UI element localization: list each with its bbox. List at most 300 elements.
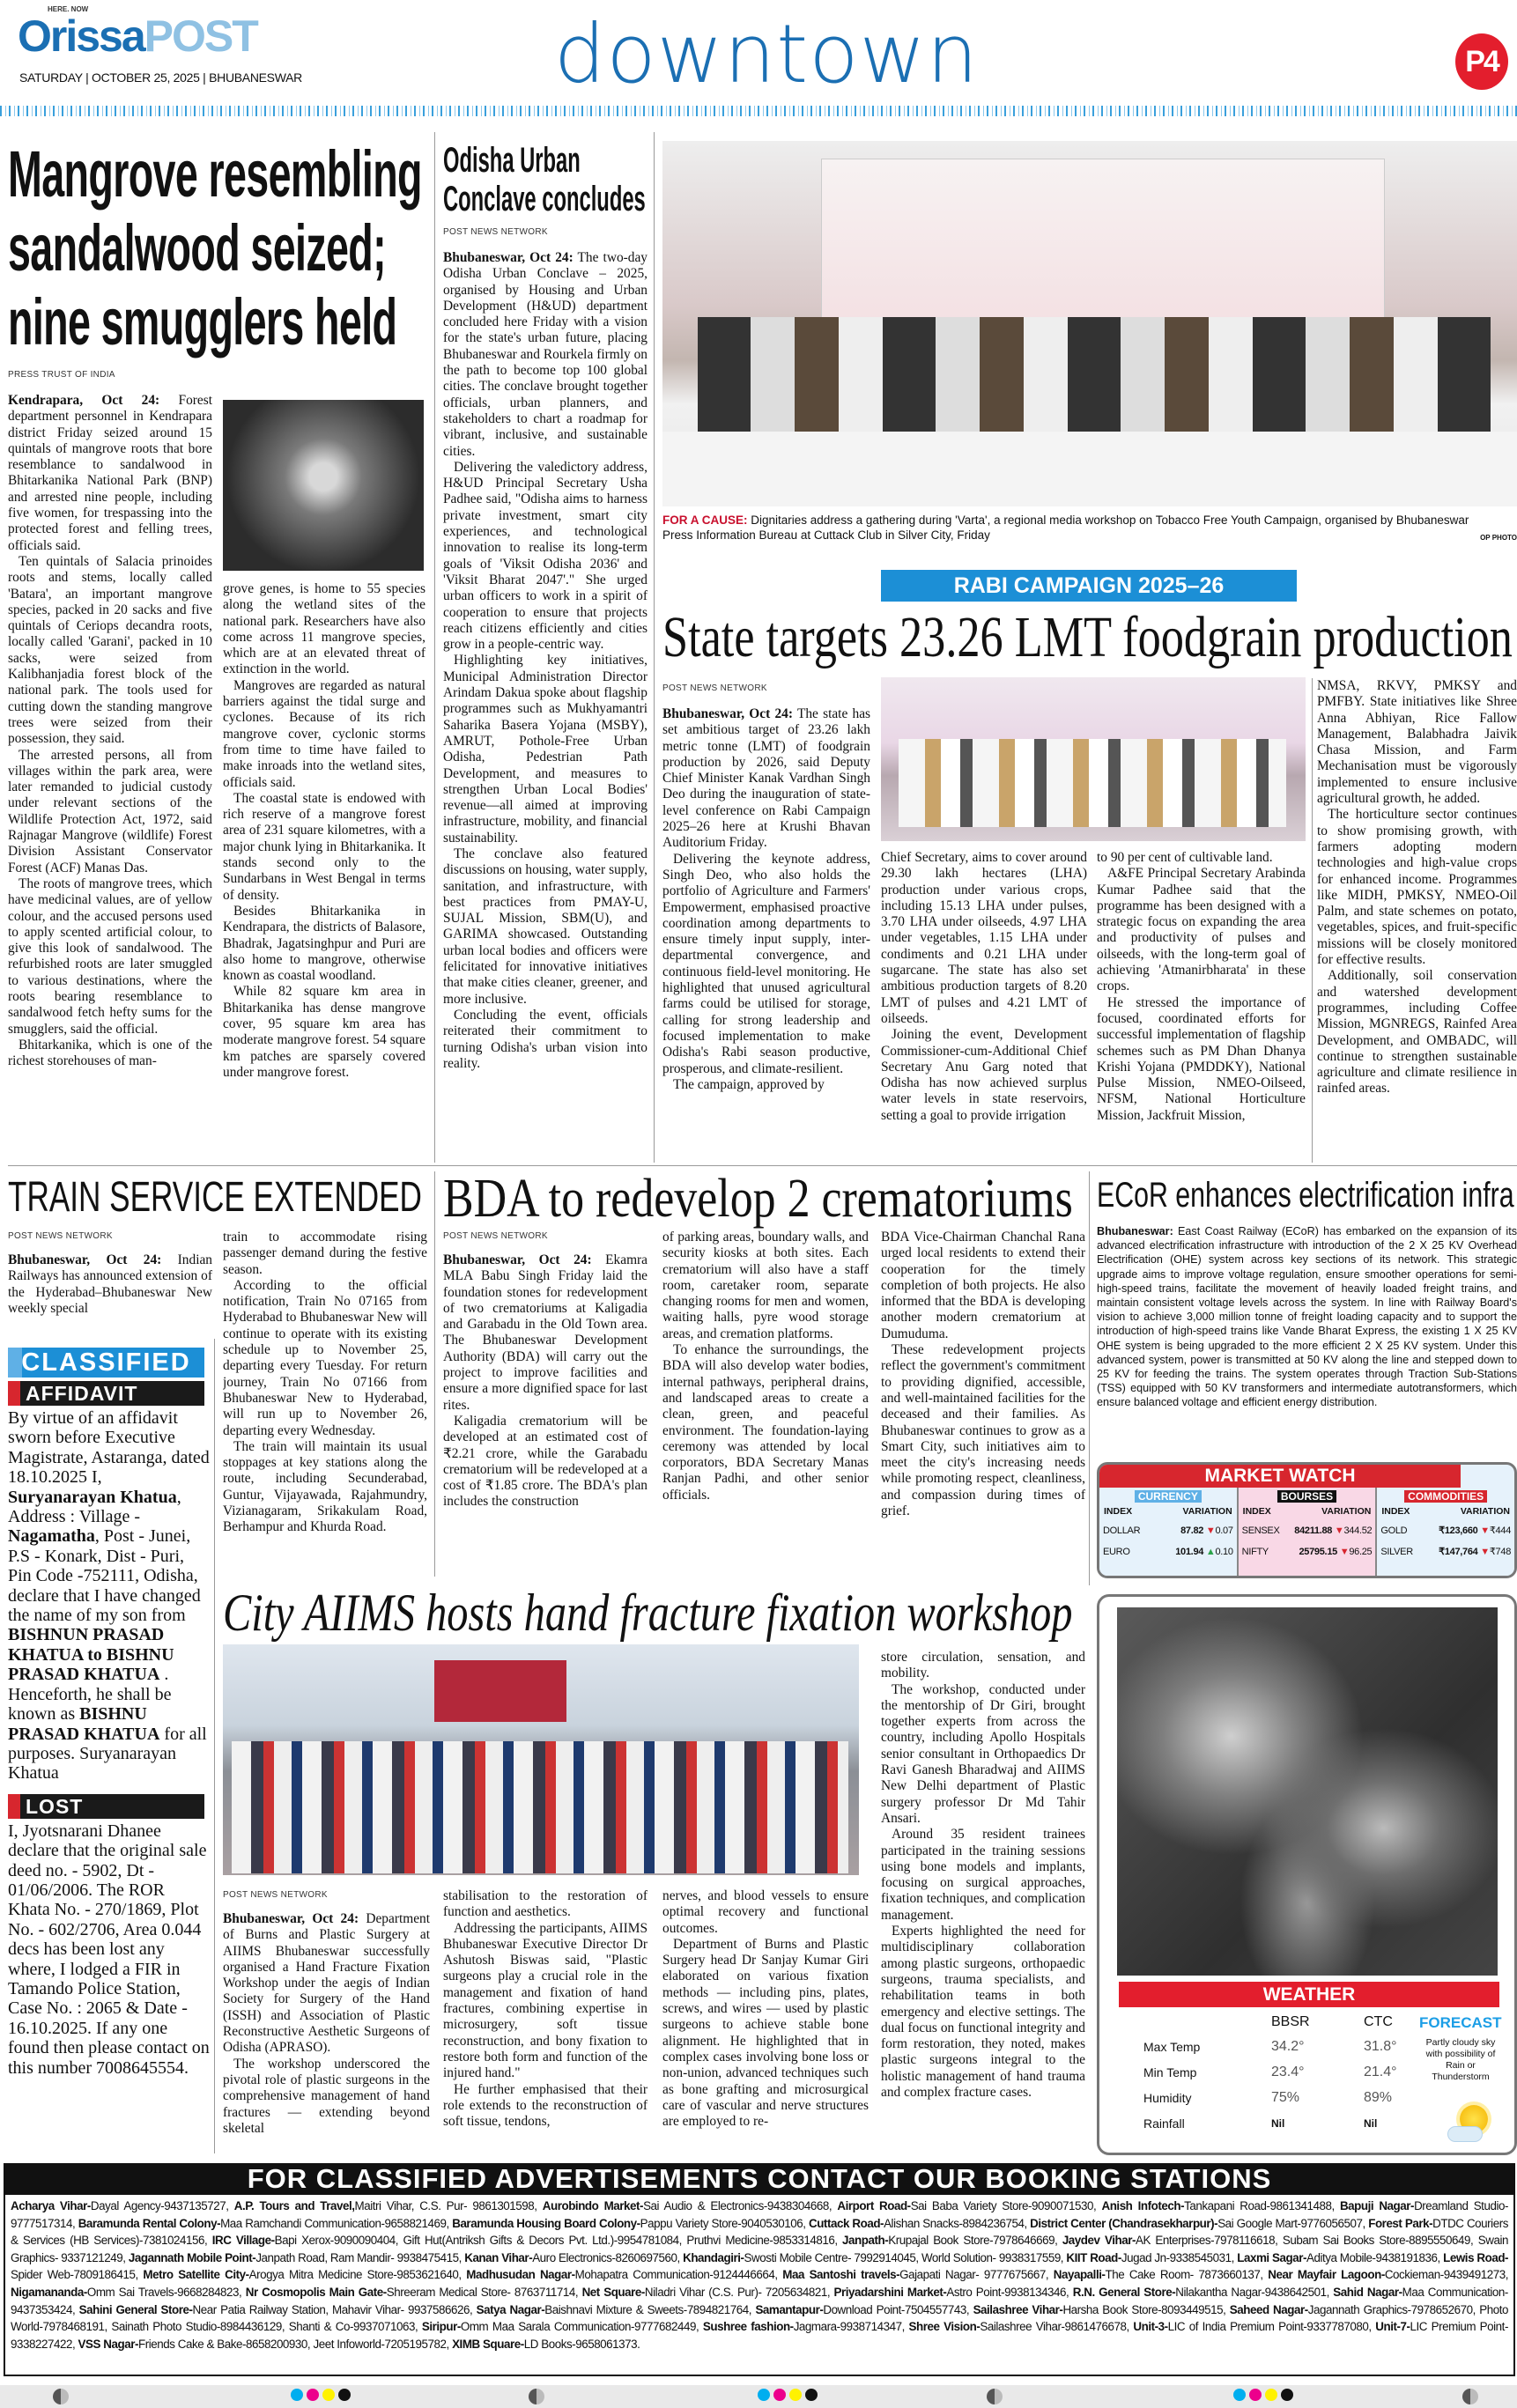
- booking-station-name: Madhusudan Nagar-: [466, 2268, 575, 2282]
- emphasis-text: BISHNUN PRASAD KHATUA to BISHNU PRASAD KHATUA: [8, 1625, 174, 1685]
- affidavit-banner: [8, 1381, 204, 1406]
- booking-station-detail: Maitri Vihar, C.S. Pur- 9861301598,: [354, 2199, 537, 2212]
- booking-station-detail: Niladri Vihar (C.S. Pur)- 7205634821,: [644, 2285, 831, 2299]
- booking-station-detail: Baishnavi Mixture & Sweets-7894821764,: [544, 2302, 752, 2316]
- market-row: [1242, 1525, 1373, 1537]
- headline-foodgrain: State targets 23.26 LMT foodgrain production: [662, 605, 1513, 669]
- booking-station-name: Acharya Vihar-: [11, 2199, 91, 2212]
- paragraph-text: East Coast Railway (ECoR) has embarked on the expansion of its advanced electrification infrastructure with introduction of the 2 X 25 KV Overhead Electrification (OHE) system across key sections of its network. This strategic upgrade aims to improve voltage regulation, ensure smoother operations for semi-high-speed trains, facilitate the movement of heavily loaded freight trains, and maintain consistent voltage levels across the system. In line with Railway Board's vision to achieve 3,000 million tonne of freight loading capacity and to support the introduction of high-speed trains like Vande Bharat Express, the existing 1 X 25 KV OHE system is being upgraded to the more efficient 2 X 25 KV system. Under this advanced system, power is transmitted at 50 KV along the line and stepped down to 25 KV for feeding the trains. The system operates through Traction Sub-Stations (TSS) equipped with 50 KV transformers and intermediate autotransformers, which ensure balanced voltage and efficient energy distribution.: [1097, 1225, 1517, 1409]
- booking-station-name: Unit-7-: [1375, 2320, 1410, 2334]
- weather-value-ctc: 31.8°: [1364, 2038, 1397, 2054]
- market-value: 84211.88: [1294, 1525, 1333, 1536]
- booking-station-detail: Auro Electronics-8260697560,: [532, 2250, 680, 2264]
- booking-station-name: XIMB Square-: [452, 2337, 524, 2351]
- paragraph-text: The coastal state is endowed with rich reserve of a mangrove forest area of 231 square kilometres, with a major chunk lying in Bhitarkanika. It stands second only to the Sundarbans in West Bengal in terms of density.: [223, 790, 426, 903]
- weather-label: Max Temp: [1143, 2039, 1201, 2054]
- emphasis-text: Nagamatha: [8, 1526, 95, 1547]
- booking-station-name: Nayapalli-: [1053, 2268, 1106, 2282]
- headline-line: Odisha Urban: [443, 141, 581, 180]
- logo-post: POST: [144, 11, 257, 61]
- paragraph: [223, 791, 426, 904]
- booking-stations-list: [4, 2195, 1515, 2376]
- forecast-title: FORECAST: [1419, 2014, 1502, 2031]
- color-bar-icon: [291, 2389, 351, 2401]
- article-column: [881, 850, 1087, 1158]
- article-column: [881, 1230, 1085, 1573]
- market-change: ₹748: [1489, 1547, 1512, 1557]
- color-bar-icon: [1233, 2389, 1293, 2401]
- market-row: [1380, 1525, 1511, 1537]
- handcuffs-photo: [223, 400, 424, 571]
- booking-station-name: Satya Nagar-: [476, 2302, 545, 2316]
- article-column: [223, 581, 426, 1156]
- paragraph: [662, 1937, 869, 2131]
- paragraph: [223, 1911, 430, 2057]
- paragraph: [662, 706, 870, 852]
- market-group-commodities: [1375, 1488, 1514, 1576]
- lost-label: LOST: [26, 1794, 84, 1818]
- market-index: DOLLAR: [1103, 1525, 1141, 1536]
- market-value: 25795.15: [1299, 1547, 1337, 1557]
- paragraph-text: The train will maintain its usual stoppages at key stations along the route, including Secunderabad, Guntur, Vijayawada, Rajahmundry, Vizianagaram, Srikakulam Road, Berhampur and Khurda Road.: [223, 1438, 427, 1535]
- article-column: [1097, 1224, 1517, 1444]
- booking-station-detail: Sai Audio & Electronics-9438304668,: [643, 2199, 832, 2212]
- booking-station-name: Nigamananda-: [11, 2285, 87, 2299]
- paragraph-text: The arrested persons, all from villages within the park area, were later remanded to judicial custody under relevant sections of the Wildlife Protection Act, 1972, said Rajnagar Mangrove (wildlife) Forest Division Assistant Conservator Forest (ACF) Manas Das.: [8, 747, 212, 875]
- paragraph: [1097, 866, 1306, 994]
- paragraph-text: The conclave also featured discussions on housing, water supply, sanitation, and infrastructure, with best practices from PMAY-U, SUJAL Mission, SBM(U), and GARIMA showcased. Outstanding urban local bodies and officers were felicitated for innovative initiatives that make cities cleaner, greener, and more inclusive.: [443, 846, 648, 1007]
- booking-station-detail: Sai Google Mart-9776056507,: [1217, 2216, 1365, 2230]
- booking-station-detail: Alishan Snacks-8984236754,: [884, 2216, 1027, 2230]
- booking-station-name: Samantapur-: [755, 2302, 824, 2316]
- booking-station-name: Airport Road-: [837, 2199, 911, 2212]
- dateline: Bhubaneswar:: [1097, 1225, 1173, 1237]
- market-group-currency: [1099, 1488, 1237, 1576]
- weather-row: [1143, 2059, 1408, 2085]
- lost-banner: [8, 1794, 204, 1819]
- paragraph-text: The campaign, approved by: [673, 1076, 825, 1092]
- arrow-down-icon: ▼: [1480, 1547, 1490, 1557]
- paragraph-text: According to the official notification, Train No 07165 from Hyderabad to Bhubaneswar New will continue to operate with its existing schedule up to November 25, departing every Tuesday. For return journey, Train No 07166 from Bhubaneswar New to Hyderabad, will run up to November 26, departing every Wednesday.: [223, 1277, 427, 1438]
- booking-station-name: Cuttack Road-: [808, 2216, 884, 2230]
- paragraph: [1097, 995, 1306, 1124]
- market-watch-box: [1097, 1462, 1517, 1578]
- emphasis-text: Suryanarayan Khatua: [8, 1487, 177, 1507]
- paragraph: [443, 250, 648, 460]
- photo-people: [899, 739, 1286, 827]
- variation-header: VARIATION: [1460, 1506, 1511, 1517]
- booking-station-name: Net Square-: [581, 2285, 645, 2299]
- article-column: [662, 706, 870, 1157]
- market-row: [1380, 1546, 1511, 1558]
- classified-title: CLASSIFIED: [21, 1348, 191, 1377]
- paragraph: [443, 653, 648, 846]
- booking-station-name: VSS Nagar-: [78, 2337, 138, 2351]
- index-header: INDEX: [1104, 1506, 1133, 1517]
- paragraph-text: Additionally, soil conservation and watershed development programmes, including Coffee Mission, MGNREGS, Rainfed Area Development, and OMBADC, will continue to strengthen sustainable agriculture and climate resilience in rainfed areas.: [1317, 968, 1517, 1097]
- paragraph-text: Concluding the event, officials reiterated their commitment to turning Odisha's urban vision into reality.: [443, 1007, 648, 1071]
- column-divider: [1089, 1171, 1090, 1585]
- paragraph: [881, 1342, 1085, 1519]
- weather-label: Min Temp: [1143, 2065, 1197, 2079]
- booking-station-detail: Dayal Agency-9437135727,: [90, 2199, 229, 2212]
- paragraph: [662, 1077, 870, 1093]
- paragraph: [1317, 968, 1517, 1097]
- booking-station-detail: Jugad Jn-9338545031,: [1121, 2250, 1234, 2264]
- weather-value-bbsr: Nil: [1271, 2116, 1285, 2130]
- paragraph: [8, 393, 212, 554]
- photo-banner: [434, 1660, 566, 1722]
- booking-station-detail: Nilakantha Nagar-9438642501,: [1175, 2285, 1329, 2299]
- market-group-bourses: [1237, 1488, 1376, 1576]
- arrow-down-icon: ▼: [1334, 1525, 1344, 1536]
- market-change: 0.07: [1215, 1525, 1233, 1536]
- paragraph-text: He stressed the importance of focused, coordinated efforts for successful implementation of flagship schemes such as PM Dhan Dhanya Krishi Yojana (PMDDKY), National Pulse Mission, NMEO-Oilseed, NFSM, National Horticulture Mission, Jackfruit Mission,: [1097, 994, 1306, 1123]
- booking-station-name: Saheed Nagar-: [1229, 2302, 1308, 2316]
- booking-station-name: A.P. Tours and Travel,: [233, 2199, 355, 2212]
- column-divider: [434, 132, 435, 1163]
- paragraph-text: The state has set ambitious target of 23.26 lakh metric tonne (LMT) of foodgrain production by 2026, said Deputy Chief Minister Kanak Vardhan Singh Deo during the inauguration of state-level conference on Rabi Campaign 2025–26 here at Krushi Bhavan Auditorium Friday.: [662, 706, 870, 851]
- weather-rows: [1143, 2034, 1408, 2136]
- paragraph: [881, 1230, 1085, 1342]
- paragraph-text: The workshop, conducted under the mentorship of Dr Giri, brought together experts from across the country, including Apollo Hospitals senior consultant in Orthopaedics Dr Ravi Ganesh Bharadwaj and AIIMS New Delhi department of Plastic surgery professor Dr Md Tahir Ansari.: [881, 1681, 1085, 1826]
- byline: POST NEWS NETWORK: [8, 1231, 113, 1241]
- booking-station-detail: AK Enterprises-7978116618, Subam Sai Books Store-8895550649, Swain Graphics- 9337121249,: [11, 2234, 1508, 2264]
- booking-station-name: Lewis Road-: [1443, 2250, 1509, 2264]
- market-value: 101.94: [1175, 1547, 1204, 1557]
- weather-value-ctc: 21.4°: [1364, 2064, 1397, 2079]
- booking-station-name: Near Mayfair Lagoon-: [1268, 2268, 1385, 2282]
- booking-station-name: Shree Vision-: [908, 2320, 980, 2334]
- photo-caption: [662, 513, 1517, 545]
- paragraph: [223, 678, 426, 791]
- paragraph: [881, 1027, 1087, 1124]
- masthead-logo: [18, 5, 257, 61]
- paragraph-text: Chief Secretary, aims to cover around 29.30 lakh hectares (LHA) production under various crops, including 15.13 LHA under pulses, 3.70 LHA under oilseeds, 4.97 LHA under vegetables, 1.15 LHA under condiments and 0.21 LHA under sugarcane. The state has also set ambitious production targets of 8.20 LMT of pulses and 4.21 LMT of oilseeds.: [881, 850, 1087, 1026]
- sun-cloud-icon: [1447, 2103, 1491, 2147]
- booking-station-name: Jaydev Vihar-: [1062, 2234, 1136, 2248]
- paragraph: [8, 876, 212, 1038]
- booking-station-name: Maa Santoshi travels-: [782, 2268, 900, 2282]
- photo-credit: OP PHOTO: [1480, 534, 1517, 542]
- notice-text: , Address : Village -: [8, 1487, 181, 1527]
- headline-line: Conclave concludes: [443, 180, 646, 218]
- booking-station-detail: DTDC Couriers & Services (HB Services)-7381024156,: [11, 2216, 1508, 2248]
- dateline: Bhubaneswar, Oct 24:: [443, 1252, 592, 1267]
- booking-station-name: Unit-3-: [1133, 2320, 1168, 2334]
- paragraph: [443, 1888, 648, 1921]
- booking-station-name: Forest Park-: [1368, 2216, 1433, 2230]
- paragraph-text: train to accommodate rising passenger demand during the festive season.: [223, 1230, 427, 1277]
- booking-station-detail: Mohapatra Communication-9124446664,: [574, 2268, 778, 2282]
- paragraph-text: Ekamra MLA Babu Singh Friday laid the foundation stones for redevelopment of two crematoriums at Kaligadia and Garabadu in the Old Town area. The Bhubaneswar Development Authority (BDA) will carry out the project to improve facilities and ensure a more dignified space for last rites.: [443, 1252, 648, 1413]
- booking-station-name: Metro Satellite City-: [143, 2268, 249, 2282]
- column-divider: [434, 1171, 435, 1577]
- forecast-text: Partly cloudy sky with possibility of Rain or Thunderstorm: [1425, 2037, 1496, 2082]
- classified-banner: [8, 1348, 204, 1378]
- issue-dateline: SATURDAY | OCTOBER 25, 2025 | BHUBANESWAR: [19, 70, 302, 85]
- rabi-conference-photo: [881, 677, 1306, 841]
- headline-line: Mangrove resembling: [8, 137, 422, 211]
- registration-target-icon: [1462, 2389, 1478, 2404]
- article-column: [8, 1252, 212, 1336]
- affidavit-notice: [8, 1408, 211, 1784]
- market-group-title: BOURSES: [1277, 1490, 1336, 1503]
- booking-station-detail: Download Point-7504557743,: [823, 2302, 970, 2316]
- booking-station-detail: Harsha Book Store-8093449515,: [1062, 2302, 1226, 2316]
- kicker-text: RABI CAMPAIGN 2025–26: [953, 573, 1225, 598]
- booking-station-name: Siripur-: [421, 2320, 461, 2334]
- paragraph: [8, 554, 212, 748]
- paragraph-text: The two-day Odisha Urban Conclave – 2025, organised by Housing and Urban Development (H&UD) department concluded here Friday with a vision for the state's urban future, placing Bhubaneswar and Rourkela firmly on the path to become top 100 global cities. The conclave brought together officials, urban planners, and stakeholders to chart a roadmap for vibrant, inclusive, and sustainable cities.: [443, 250, 648, 459]
- booking-station-name: Janpath-: [842, 2234, 889, 2248]
- market-change: ₹444: [1489, 1525, 1512, 1536]
- booking-station-detail: LIC of India Premium Point-9337787080,: [1167, 2320, 1372, 2334]
- notice-text: for all purposes. Suryanarayan Khatua: [8, 1724, 207, 1784]
- city-ctc: CTC: [1364, 2014, 1393, 2029]
- booking-station-name: Jagannath Mobile Point-: [128, 2250, 256, 2264]
- booking-banner: [4, 2163, 1515, 2195]
- booking-station-detail: Omm Sai Travels-9668284823,: [86, 2285, 242, 2299]
- market-index: NIFTY: [1241, 1547, 1269, 1557]
- market-row: [1103, 1546, 1233, 1558]
- booking-station-name: Anish Infotech-: [1101, 2199, 1185, 2212]
- booking-station-detail: Shreeram Medical Store- 8763711714,: [386, 2285, 579, 2299]
- city-bbsr: BBSR: [1271, 2014, 1310, 2029]
- booking-station-detail: Janpath Road, Ram Mandir- 9938475415,: [255, 2250, 462, 2264]
- paragraph: [223, 1230, 427, 1278]
- dateline: Bhubaneswar, Oct 24:: [223, 1911, 359, 1926]
- variation-header: VARIATION: [1182, 1506, 1232, 1517]
- booking-station-detail: Friends Cake & Bake-8658200930, Jeet Infoworld-7205195782,: [137, 2337, 449, 2351]
- byline: PRESS TRUST OF INDIA: [8, 370, 115, 380]
- market-row: [1103, 1525, 1233, 1537]
- booking-station-name: Sushree fashion-: [702, 2320, 794, 2334]
- paragraph: [881, 1924, 1085, 2101]
- column-divider: [1312, 678, 1313, 1163]
- market-change: 96.25: [1349, 1547, 1373, 1557]
- paragraph: [881, 1682, 1085, 1828]
- paragraph-text: To enhance the surroundings, the BDA will also develop water bodies, internal pathways, peripheral drains, and landscaped areas to create a clean, green, and peaceful environment. The foundation-laying ceremony was attended by local corporators, BDA Secretary Manas Ranjan Padhi, and other senior officials.: [662, 1342, 869, 1503]
- paragraph-text: The roots of mangrove trees, which have medicinal values, are of yellow colour, and the accused persons used to apply scented artificial colour, to give this look of sandalwood. The refurbished roots are later smuggled to various destinations, where the roots bearing resemblance to sandalwood fetch hefty sums for the smugglers, said the official.: [8, 875, 212, 1037]
- classified-section: [8, 1348, 211, 2156]
- paragraph: [8, 1038, 212, 1070]
- article-column: [223, 1911, 430, 2153]
- index-header: INDEX: [1242, 1506, 1271, 1517]
- booking-title: FOR CLASSIFIED ADVERTISEMENTS CONTACT OUR BOOKING STATIONS: [247, 2163, 1272, 2194]
- booking-station-detail: Swosti Mobile Centre- 7992914045, World Solution- 9938317559,: [744, 2250, 1064, 2264]
- dateline: Kendrapara, Oct 24:: [8, 393, 160, 408]
- booking-station-detail: LIC Premium Point- 9338227422,: [11, 2320, 1508, 2351]
- article-column: [881, 1650, 1085, 2154]
- booking-station-name: District Center (Chandrasekharpur)-: [1030, 2216, 1218, 2230]
- registration-target-icon: [987, 2389, 1003, 2404]
- paragraph: [443, 2082, 648, 2131]
- photo-people: [698, 317, 1491, 440]
- market-index: GOLD: [1380, 1525, 1408, 1536]
- paragraph: [1097, 1224, 1517, 1410]
- weather-value-ctc: Nil: [1364, 2116, 1378, 2130]
- market-value: ₹147,764: [1439, 1547, 1478, 1557]
- column-divider: [654, 132, 655, 1163]
- paragraph-text: The workshop underscored the pivotal role of plastic surgeons in the comprehensive management of hand fractures — extending beyond skeletal: [223, 2056, 430, 2136]
- market-change: 344.52: [1343, 1525, 1373, 1536]
- paragraph-text: He further emphasised that their role extends to the reconstruction of soft tissue, tendons,: [443, 2081, 648, 2130]
- booking-station-detail: Krupajal Book Store-7978646669,: [888, 2234, 1058, 2248]
- headline-line: sandalwood seized;: [8, 211, 387, 284]
- paragraph: [881, 1827, 1085, 1924]
- page-number-badge: [1455, 33, 1508, 90]
- booking-station-name: Laxmi Sagar-: [1237, 2250, 1306, 2264]
- market-group-title: CURRENCY: [1135, 1490, 1202, 1503]
- booking-station-name: Aurobindo Market-: [542, 2199, 644, 2212]
- market-index: SENSEX: [1241, 1525, 1280, 1536]
- article-column: [443, 250, 648, 1157]
- article-column: [223, 1230, 427, 1577]
- market-change: 0.10: [1215, 1547, 1233, 1557]
- booking-station-detail: Spider Web-7809186415,: [11, 2268, 138, 2282]
- paragraph: [662, 1230, 869, 1342]
- paragraph-text: Department of Burns and Plastic Surgery at AIIMS Bhubaneswar successfully organised a Hand Fracture Fixation Workshop under the aegis of Indian Society for Surgery of the Hand (ISSH) and Association of Plastic Reconstructive Aesthetic Surgeons of Odisha (APRASO).: [223, 1911, 430, 2056]
- booking-station-detail: Gajapati Nagar- 9777675667,: [899, 2268, 1049, 2282]
- satellite-image: [1117, 1607, 1498, 1976]
- paragraph-text: Department of Burns and Plastic Surgery head Dr Sanjay Kumar Giri elaborated on various fixation methods — including pins, plates, screws, and wires — used by plastic surgeons to achieve stable bone alignment. He highlighted that in complex cases involving bone loss or non-union, advanced techniques such as bone grafting and microsurgical care of vascular and nerve structures are employed to re-: [662, 1936, 869, 2130]
- booking-station-name: KIIT Road-: [1066, 2250, 1121, 2264]
- affidavit-label: AFFIDAVIT: [26, 1382, 138, 1405]
- paragraph: [223, 984, 426, 1081]
- booking-station-detail: Tankapani Road-9861341488,: [1184, 2199, 1335, 2212]
- booking-station-name: Baramunda Housing Board Colony-: [452, 2216, 640, 2230]
- weather-label: Humidity: [1143, 2090, 1192, 2105]
- photo-table: [662, 432, 1517, 506]
- weather-value-bbsr: 75%: [1271, 2089, 1300, 2105]
- weather-value-ctc: 89%: [1364, 2089, 1393, 2105]
- weather-title: WEATHER: [1262, 1984, 1356, 2005]
- headline-ecor: ECoR enhances electrification infra: [1097, 1176, 1514, 1215]
- aiims-workshop-photo: [223, 1644, 859, 1875]
- article-column: [8, 393, 212, 1156]
- arrow-down-icon: ▼: [1339, 1547, 1350, 1557]
- paragraph-text: NMSA, RKVY, PMKSY and PMFBY. State initiatives like Shree Anna Abhiyan, Rice Fallow Management, Balabhadra Jaivik Chasa Mission, and Farm Mechanisation must be vigorously implemented to ensure inclusive agricultural growth, he added.: [1317, 678, 1517, 807]
- booking-station-name: Sahini General Store-: [78, 2302, 193, 2316]
- index-header: INDEX: [1381, 1506, 1410, 1517]
- paragraph: [223, 581, 426, 678]
- booking-station-detail: Near Patia Railway Station, Mahavir Vihar- 9937586626,: [192, 2302, 473, 2316]
- headline-conclave: [443, 141, 646, 218]
- registration-target-icon: [529, 2389, 544, 2404]
- booking-station-detail: LD Books-9658061373.: [523, 2337, 640, 2351]
- booking-station-name: Nr Cosmopolis Main Gate-: [245, 2285, 387, 2299]
- print-registration-bar: [0, 2385, 1517, 2408]
- paragraph-text: Forest department personnel in Kendrapara district Friday seized around 15 quintals of mangrove roots that bore resemblance to sandalwood in Bhitarkanika National Park (BNP) and arrested nine people, including five women, for trespassing into the protected forest and felling trees, officials said.: [8, 393, 212, 553]
- section-title: downtown: [553, 7, 980, 101]
- section-divider: [8, 1165, 1517, 1166]
- booking-station-detail: Aditya Mobile-9438191836,: [1306, 2250, 1440, 2264]
- paragraph-text: A&FE Principal Secretary Arabinda Kumar Padhee said that the programme has been designed with a strategic focus on expanding the area and productivity of pulses and oilseeds, with the long-term goal of achieving 'Atmanirbharata' in these crops.: [1097, 866, 1306, 994]
- arrow-up-icon: ▲: [1205, 1547, 1216, 1557]
- booking-station-detail: Maa Communication- 9437353424,: [11, 2285, 1508, 2316]
- booking-station-name: Kanan Vihar-: [464, 2250, 533, 2264]
- market-index: EURO: [1103, 1547, 1130, 1557]
- paragraph: [443, 1008, 648, 1072]
- color-bar-icon: [758, 2389, 818, 2401]
- headline-line: nine smugglers held: [8, 285, 397, 358]
- paragraph-text: Experts highlighted the need for multidisciplinary collaboration among plastic surgeons, orthopaedic surgeons, trauma specialists, and rehabilitation teams in both emergency and elective settings. The dual focus on functional integrity and form restoration, they noted, makes plastic surgeons integral to the holistic management of hand trauma and complex fracture cases.: [881, 1924, 1085, 2101]
- booking-station-detail: Astro Point-9938134346,: [946, 2285, 1069, 2299]
- logo-tagline: HERE. NOW: [48, 5, 89, 13]
- booking-station-name: Bapuji Nagar-: [1339, 2199, 1415, 2212]
- arrow-down-icon: ▼: [1480, 1525, 1490, 1536]
- article-column: [662, 1230, 869, 1573]
- paragraph: [443, 846, 648, 1008]
- paragraph: [1317, 807, 1517, 968]
- booking-station-detail: Cockieman-9439491273,: [1384, 2268, 1509, 2282]
- photo-people: [232, 1741, 848, 1873]
- booking-station-detail: Maa Ramchandi Communication-9658821469,: [220, 2216, 449, 2230]
- paragraph: [881, 850, 1087, 1027]
- market-value: 87.82: [1180, 1525, 1204, 1536]
- article-column: [662, 1888, 869, 2154]
- paragraph-text: nerves, and blood vessels to ensure optimal recovery and functional outcomes.: [662, 1888, 869, 1936]
- market-watch-title: MARKET WATCH: [1204, 1466, 1356, 1486]
- emphasis-text: BISHNU PRASAD KHATUA: [8, 1704, 160, 1744]
- booking-station-detail: Sai Baba Variety Store-9090071530,: [910, 2199, 1097, 2212]
- article-column: [1317, 678, 1517, 1158]
- paragraph-text: Delivering the valedictory address, H&UD Principal Secretary Usha Padhee said, "Odisha aims to harness private investment, smart city experiences, and technological innovation to realise its long-term goals of 'Viksit Odisha 2036' and 'Viksit Bharat 2047'." She urged urban officers to work in a spirit of cooperation to ensure that projects reach citizens efficiently and cities grow in a people-centric way.: [443, 459, 648, 653]
- dateline: Bhubaneswar, Oct 24:: [8, 1252, 162, 1267]
- workshop-photo: [662, 141, 1517, 506]
- byline: POST NEWS NETWORK: [662, 683, 767, 693]
- paragraph-text: Ten quintals of Salacia prinoides roots and stems, locally called 'Batara', an important mangrove species, packed in 20 sacks and five quintals of Ceriops decandra roots, locally called 'Garani', packed in 10 sacks, were seized from Kalibhanjadia forest block of the national park. The tools used for cutting down the standing mangrove trees were seized from their possession, they said.: [8, 553, 212, 747]
- caption-text: Dignitaries address a gathering during 'Varta', a regional media workshop on Tobacco Free Youth Campaign, organised by Bhubaneswar Press Information Bureau at Cuttack Club in Silver City, Friday: [662, 513, 1469, 542]
- booking-station-name: Baramunda Rental Colony-: [78, 2216, 221, 2230]
- paragraph: [223, 904, 426, 984]
- booking-station-name: Sailashree Vihar-: [973, 2302, 1063, 2316]
- article-column: [1097, 850, 1306, 1158]
- booking-station-detail: Jagannath Graphics-7978652670, Photo World-7978468191, Sainath Photo Studio-8984436129, Shanti & Co-9937071063,: [11, 2302, 1508, 2334]
- paragraph-text: grove genes, is home to 55 species along the wetland sites of the national park. Researchers have also come across 11 mangrove species, which are at an elevated threat of extinction in the world.: [223, 581, 426, 677]
- paragraph-text: BDA Vice-Chairman Chanchal Rana urged local residents to extend their cooperation for the timely completion of both projects. He also informed that the BDA is developing another modern crematorium at Dumuduma.: [881, 1230, 1085, 1341]
- registration-target-icon: [53, 2389, 69, 2404]
- booking-station-name: Sahid Nagar-: [1333, 2285, 1402, 2299]
- article-column: [443, 1888, 648, 2154]
- market-row: [1242, 1546, 1373, 1558]
- byline: POST NEWS NETWORK: [443, 1231, 548, 1241]
- paragraph: [1097, 850, 1306, 866]
- byline: POST NEWS NETWORK: [223, 1890, 328, 1900]
- paragraph-text: Besides Bhitarkanika in Kendrapara, the districts of Balasore, Bhadrak, Jagatsinghpur and Puri are also home to mangrove, otherwise known as coastal woodland.: [223, 903, 426, 984]
- lost-notice: I, Jyotsnarani Dhanee declare that the original sale deed no. - 5902, Dt - 01/06/2006. The ROR Khata No. - 270/1869, Plot No. - 602/2706, Area 0.044 decs has been lost any where, I lodged a FIR in Tamando Police Station, Case No. : 2065 & Date - 16.10.2025. If any one found then please contact on this number 7008645554.: [8, 1821, 210, 2078]
- paragraph-text: These redevelopment projects reflect the government's commitment to providing dignified, accessible, and well-maintained facilities for the deceased and their families. As Bhubaneswar continues to grow as a Smart City, such initiatives aim to meet the city's increasing needs while promoting respect, cleanliness, and compassion during times of grief.: [881, 1342, 1085, 1519]
- weather-row: [1143, 2034, 1408, 2059]
- article-column: [443, 1252, 648, 1570]
- paragraph: [662, 1888, 869, 1937]
- headline-train: TRAIN SERVICE EXTENDED: [8, 1174, 422, 1221]
- paragraph-text: Delivering the keynote address, Singh Deo, who also holds the portfolio of Agriculture and Farmers' Empowerment, emphasised proactive coordination among departments to ensure timely input supply, inter-departmental convergence, and continuous field-level monitoring. He highlighted that unused agricultural farms could be utilised for storage, calling for strong leadership and focused implementation to make Odisha's Rabi season productive, prosperous, and climate-resilient.: [662, 851, 870, 1076]
- paragraph-text: stabilisation to the restoration of function and aesthetics.: [443, 1888, 648, 1920]
- booking-station-detail: Sailashree Vihar-9861476678,: [980, 2320, 1129, 2334]
- paragraph-text: While 82 square km area in Bhitarkanika has dense mangrove cover, 95 square km area has moderate mangrove forest. 54 square km patches are sparsely covered under mangrove forest.: [223, 984, 426, 1080]
- notice-text: By virtue of an affidavit sworn before Executive Magistrate, Astaranga, dated 18.10.2025 I,: [8, 1408, 210, 1488]
- weather-value-bbsr: 23.4°: [1271, 2064, 1305, 2079]
- booking-station-detail: Bapi Xerox-9090090404, Gift Hut(Antriksh Gifts & Decors Pvt. Ltd.)-9954781084, Pruthvi Medicine-9853314816,: [274, 2234, 838, 2248]
- paragraph: [881, 1650, 1085, 1682]
- paragraph-text: to 90 per cent of cultivable land.: [1097, 850, 1273, 865]
- booking-station-detail: Jagmara-9938714347,: [793, 2320, 905, 2334]
- paragraph: [8, 748, 212, 876]
- arrow-down-icon: ▼: [1205, 1525, 1216, 1536]
- paragraph-text: Addressing the participants, AIIMS Bhubaneswar Executive Director Dr Ashutosh Biswas said, "Plastic surgeons play a crucial role in the management and fixation of hand fractures, combining expertise in microsurgery, soft tissue reconstruction, and bony fixation to restore both form and function of the injured hand.": [443, 1920, 648, 2081]
